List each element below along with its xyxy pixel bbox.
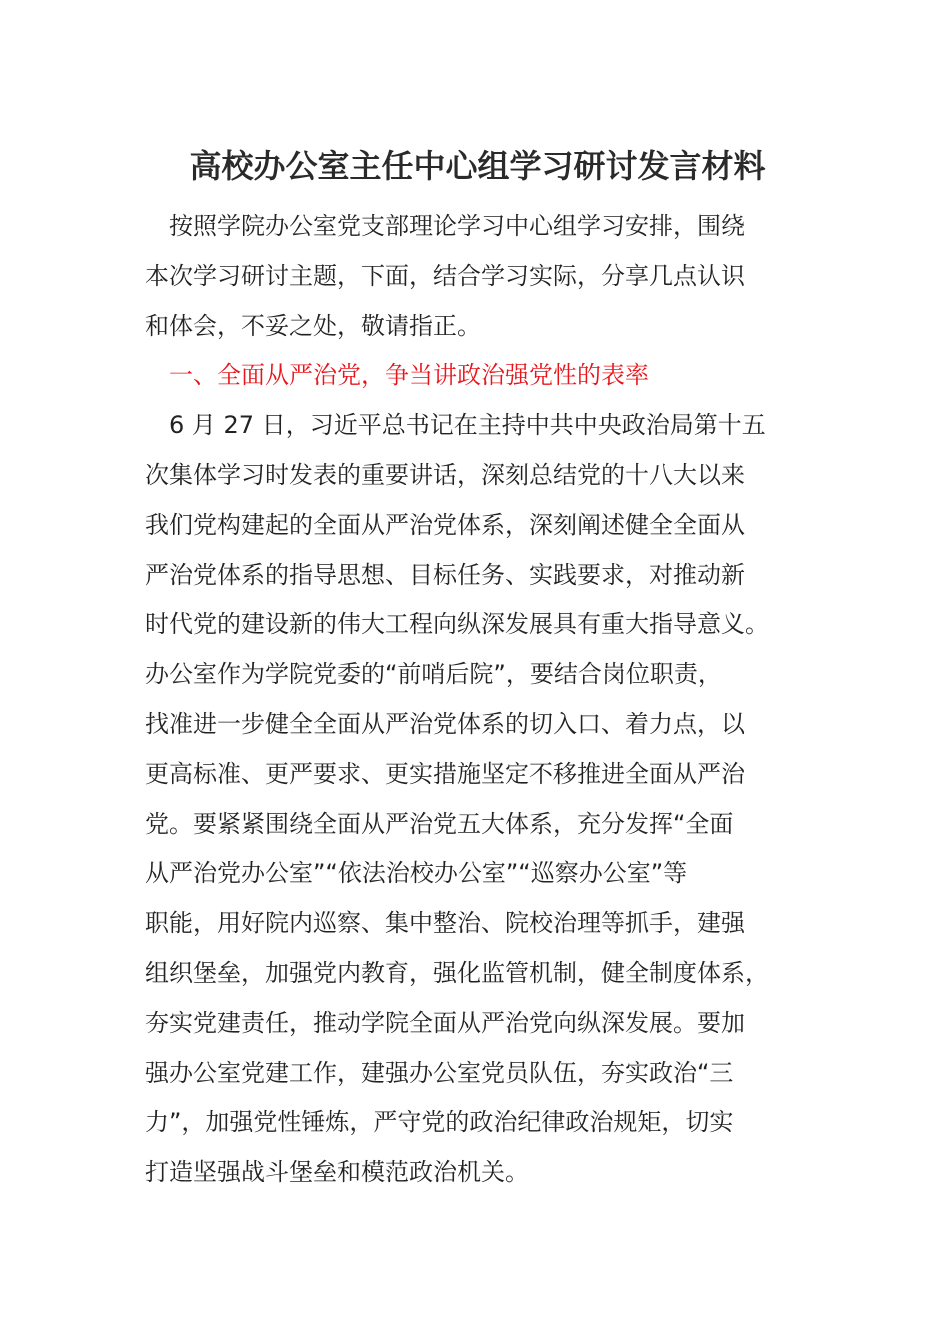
body-line: 严治党体系的指导思想、目标任务、实践要求，对推动新 [145,560,745,589]
body-line: 组织堡垒，加强党内教育，强化监管机制，健全制度体系， [145,958,769,987]
intro-line: 本次学习研讨主题，下面，结合学习实际，分享几点认识 [145,261,745,290]
section-1-paragraph [145,401,810,1198]
body-line: 找准进一步健全全面从严治党体系的切入口、着力点，以 [145,709,745,738]
body-line: 从严治党办公室”“依法治校办公室”“巡察办公室”等 [145,859,688,888]
body-line: 时代党的建设新的伟大工程向纵深发展具有重大指导意义。 [145,610,769,639]
body-line: 强办公室党建工作，建强办公室党员队伍，夯实政治“三 [145,1058,734,1087]
intro-line: 和体会，不妥之处，敬请指正。 [145,311,481,340]
document-page [145,140,810,1198]
body-line: 党。要紧紧围绕全面从严治党五大体系，充分发挥“全面 [145,809,734,838]
body-line: 更高标准、更严要求、更实措施坚定不移推进全面从严治 [145,759,745,788]
document-title: 高校办公室主任中心组学习研讨发言材料 [189,147,766,185]
body-line: 力”，加强党性锤炼，严守党的政治纪律政治规矩，切实 [145,1108,734,1137]
section-heading-1: 一、全面从严治党，争当讲政治强党性的表率 [169,361,649,390]
body-line: 打造坚强战斗堡垒和模范政治机关。 [145,1158,529,1187]
body-line: 我们党构建起的全面从严治党体系，深刻阐述健全全面从 [145,510,745,539]
body-line: 次集体学习时发表的重要讲话，深刻总结党的十八大以来 [145,460,745,489]
intro-line: 按照学院办公室党支部理论学习中心组学习安排，围绕 [169,212,745,240]
body-line: 办公室作为学院党委的“前哨后院”，要结合岗位职责， [145,660,722,689]
body-line: 职能，用好院内巡察、集中整治、院校治理等抓手，建强 [145,909,745,938]
body-line: 6 月 27 日，习近平总书记在主持中共中央政治局第十五 [169,411,766,440]
body-line: 夯实党建责任，推动学院全面从严治党向纵深发展。要加 [145,1008,745,1037]
intro-paragraph [145,202,810,351]
